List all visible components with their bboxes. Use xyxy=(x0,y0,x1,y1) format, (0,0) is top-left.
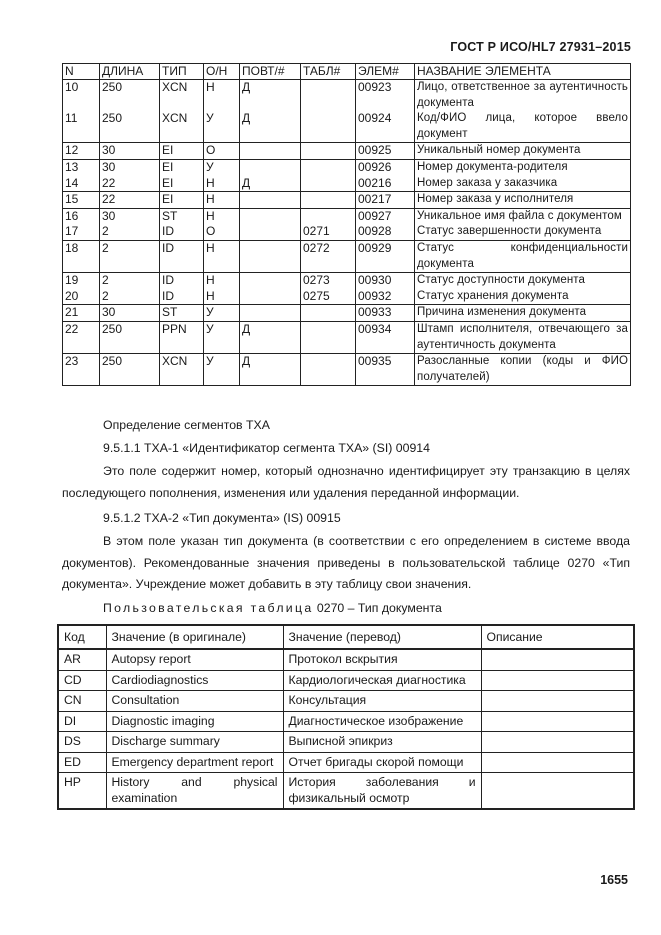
column-header: Значение (перевод) xyxy=(283,625,481,649)
table-cell: 17 xyxy=(63,224,100,240)
column-header: Код xyxy=(58,625,106,649)
table-cell: У xyxy=(204,305,240,322)
code-cell: DI xyxy=(58,711,106,732)
table-cell: Н xyxy=(204,208,240,224)
table-cell: Д xyxy=(240,111,301,143)
table-cell: 13 xyxy=(63,159,100,175)
trans-cell: Протокол вскрытия xyxy=(283,649,481,670)
table-cell: 23 xyxy=(63,354,100,386)
table-cell xyxy=(240,273,301,289)
table-row xyxy=(63,273,631,289)
table-cell: 00928 xyxy=(356,224,415,240)
table-cell: 00923 xyxy=(356,80,415,112)
table-cell: 250 xyxy=(100,321,160,353)
table-cell: Н xyxy=(204,80,240,112)
table-cell xyxy=(301,143,356,160)
document-type-table xyxy=(57,624,635,810)
table-cell: XCN xyxy=(160,354,204,386)
table-row xyxy=(63,208,631,224)
desc-cell xyxy=(481,732,634,753)
table-cell: Д xyxy=(240,321,301,353)
table-row xyxy=(58,691,634,712)
column-header: ТИП xyxy=(160,64,204,80)
table-row xyxy=(63,143,631,160)
table-cell xyxy=(301,159,356,175)
orig-cell: History and physical examination xyxy=(106,773,283,810)
table-cell: 21 xyxy=(63,305,100,322)
table-row xyxy=(58,773,634,810)
table-cell: 30 xyxy=(100,305,160,322)
table-cell: XCN xyxy=(160,111,204,143)
trans-cell: Консультация xyxy=(283,691,481,712)
element-name-cell: Статус завершенности документа xyxy=(415,224,631,240)
column-header: ЭЛЕМ# xyxy=(356,64,415,80)
element-name-cell: Код/ФИО лица, которое ввело документ xyxy=(415,111,631,143)
table-cell xyxy=(301,208,356,224)
orig-cell: Autopsy report xyxy=(106,649,283,670)
table-row xyxy=(58,752,634,773)
segment-definition-heading: Определение сегментов ТХА xyxy=(103,418,270,432)
table-cell: 18 xyxy=(63,240,100,272)
orig-cell: Emergency department report xyxy=(106,752,283,773)
orig-cell: Cardiodiagnostics xyxy=(106,670,283,691)
document-header: ГОСТ Р ИСО/HL7 27931–2015 xyxy=(450,40,631,54)
table-header-row xyxy=(63,64,631,80)
table-cell: EI xyxy=(160,192,204,209)
element-name-cell: Лицо, ответственное за аутентичность документа xyxy=(415,80,631,112)
table-row xyxy=(63,240,631,272)
desc-cell xyxy=(481,773,634,810)
element-name-cell: Статус доступности документа xyxy=(415,273,631,289)
table-cell: 250 xyxy=(100,111,160,143)
table-cell: 19 xyxy=(63,273,100,289)
table-cell: 0271 xyxy=(301,224,356,240)
table-cell: О xyxy=(204,224,240,240)
table-cell: У xyxy=(204,321,240,353)
table-cell: 22 xyxy=(100,192,160,209)
table-cell xyxy=(301,321,356,353)
table-cell: Н xyxy=(204,240,240,272)
code-cell: CN xyxy=(58,691,106,712)
table-cell: 00926 xyxy=(356,159,415,175)
trans-cell: История заболевания и физикальный осмотр xyxy=(283,773,481,810)
table-cell: 0275 xyxy=(301,289,356,305)
column-header: Описание xyxy=(481,625,634,649)
table-cell: PPN xyxy=(160,321,204,353)
column-header: ПОВТ/# xyxy=(240,64,301,80)
trans-cell: Диагностическое изображение xyxy=(283,711,481,732)
column-header: Значение (в оригинале) xyxy=(106,625,283,649)
table-row xyxy=(63,80,631,112)
table-cell: 22 xyxy=(100,176,160,192)
table-cell: 0272 xyxy=(301,240,356,272)
table-caption-title: 0270 – Тип документа xyxy=(316,601,442,615)
txa1-description: Это поле содержит номер, который однозначно идентифицирует эту транзакцию в целях последующего пополнения, изменения или удаления переданной информации. xyxy=(62,464,630,500)
table-cell xyxy=(301,192,356,209)
table-row xyxy=(63,159,631,175)
table-cell: Д xyxy=(240,80,301,112)
table-row xyxy=(63,176,631,192)
code-cell: CD xyxy=(58,670,106,691)
table-cell: О xyxy=(204,143,240,160)
table-row xyxy=(63,354,631,386)
table-cell: Н xyxy=(204,176,240,192)
element-name-cell: Уникальное имя файла с документом xyxy=(415,208,631,224)
table-cell: 15 xyxy=(63,192,100,209)
element-name-cell: Статус хранения документа xyxy=(415,289,631,305)
table-cell: У xyxy=(204,159,240,175)
table-cell: 30 xyxy=(100,208,160,224)
table-cell: EI xyxy=(160,176,204,192)
table-cell: Д xyxy=(240,354,301,386)
trans-cell: Отчет бригады скорой помощи xyxy=(283,752,481,773)
code-cell: AR xyxy=(58,649,106,670)
table-cell xyxy=(240,159,301,175)
orig-cell: Discharge summary xyxy=(106,732,283,753)
table-cell: ST xyxy=(160,208,204,224)
table-cell: У xyxy=(204,354,240,386)
trans-cell: Выписной эпикриз xyxy=(283,732,481,753)
table-cell: 2 xyxy=(100,273,160,289)
table-cell: 00929 xyxy=(356,240,415,272)
table-cell: 250 xyxy=(100,354,160,386)
table-cell xyxy=(301,354,356,386)
table-cell: 30 xyxy=(100,143,160,160)
table-cell: 30 xyxy=(100,159,160,175)
table-cell: 0273 xyxy=(301,273,356,289)
txa2-heading: 9.5.1.2 ТХА-2 «Тип документа» (IS) 00915 xyxy=(103,511,341,525)
element-name-cell: Статус конфиденциальности документа xyxy=(415,240,631,272)
table-cell: Н xyxy=(204,192,240,209)
table-cell: 10 xyxy=(63,80,100,112)
desc-cell xyxy=(481,691,634,712)
table-cell: 22 xyxy=(63,321,100,353)
table-cell: 12 xyxy=(63,143,100,160)
table-cell: EI xyxy=(160,159,204,175)
table-cell xyxy=(240,289,301,305)
element-name-cell: Причина изменения документа xyxy=(415,305,631,322)
table-cell: 250 xyxy=(100,80,160,112)
table-cell xyxy=(240,240,301,272)
table-cell xyxy=(240,192,301,209)
table-cell: 00927 xyxy=(356,208,415,224)
table-cell: 00930 xyxy=(356,273,415,289)
table-cell: ID xyxy=(160,273,204,289)
element-name-cell: Штамп исполнителя, отвечающего за аутентичность документа xyxy=(415,321,631,353)
table-row xyxy=(58,711,634,732)
table-caption xyxy=(103,598,623,620)
table-cell: 16 xyxy=(63,208,100,224)
table-cell: 20 xyxy=(63,289,100,305)
table-cell: 00934 xyxy=(356,321,415,353)
desc-cell xyxy=(481,711,634,732)
table-cell xyxy=(240,224,301,240)
txa1-heading: 9.5.1.1 ТХА-1 «Идентификатор сегмента ТХА» (SI) 00914 xyxy=(103,441,430,455)
table-cell: ID xyxy=(160,289,204,305)
table-row xyxy=(63,305,631,322)
table-cell: ID xyxy=(160,240,204,272)
table-cell: XCN xyxy=(160,80,204,112)
desc-cell xyxy=(481,670,634,691)
code-cell: ED xyxy=(58,752,106,773)
code-cell: HP xyxy=(58,773,106,810)
element-name-cell: Номер документа-родителя xyxy=(415,159,631,175)
table-cell: 00217 xyxy=(356,192,415,209)
table-cell: 00933 xyxy=(356,305,415,322)
orig-cell: Consultation xyxy=(106,691,283,712)
desc-cell xyxy=(481,649,634,670)
table-row xyxy=(63,192,631,209)
table-cell xyxy=(301,111,356,143)
code-cell: DS xyxy=(58,732,106,753)
table-cell: Н xyxy=(204,289,240,305)
table-row xyxy=(63,111,631,143)
table-cell: У xyxy=(204,111,240,143)
element-name-cell: Номер заказа у исполнителя xyxy=(415,192,631,209)
table-row xyxy=(58,732,634,753)
element-name-cell: Разосланные копии (коды и ФИО получателей) xyxy=(415,354,631,386)
table-cell xyxy=(240,305,301,322)
element-name-cell: Номер заказа у заказчика xyxy=(415,176,631,192)
table-row xyxy=(63,224,631,240)
segment-fields-table xyxy=(62,63,631,386)
page-number: 1655 xyxy=(600,873,628,887)
column-header: ДЛИНА xyxy=(100,64,160,80)
table-row xyxy=(63,321,631,353)
column-header: N xyxy=(63,64,100,80)
trans-cell: Кардиологическая диагностика xyxy=(283,670,481,691)
table-cell: ID xyxy=(160,224,204,240)
table-cell: EI xyxy=(160,143,204,160)
table-cell: 11 xyxy=(63,111,100,143)
table-cell: 00932 xyxy=(356,289,415,305)
table-row xyxy=(58,670,634,691)
table-cell: 2 xyxy=(100,224,160,240)
table-cell: 2 xyxy=(100,240,160,272)
table-cell: Д xyxy=(240,176,301,192)
orig-cell: Diagnostic imaging xyxy=(106,711,283,732)
txa2-description: В этом поле указан тип документа (в соответствии с его определением в системе ввода документов). Рекомендованные значения приведены в пользовательской таблице 0270 «Тип документа». Учреждение может добавить в эту таблицу свои значения. xyxy=(62,534,630,591)
column-header: ТАБЛ# xyxy=(301,64,356,80)
column-header: НАЗВАНИЕ ЭЛЕМЕНТА xyxy=(415,64,631,80)
table-cell: 00924 xyxy=(356,111,415,143)
table-cell xyxy=(240,208,301,224)
table-header-row xyxy=(58,625,634,649)
table-cell: 2 xyxy=(100,289,160,305)
column-header: О/Н xyxy=(204,64,240,80)
table-cell xyxy=(301,176,356,192)
table-cell: 00935 xyxy=(356,354,415,386)
table-caption-label: Пользовательская таблица xyxy=(103,601,314,615)
table-cell xyxy=(240,143,301,160)
element-name-cell: Уникальный номер документа xyxy=(415,143,631,160)
table-cell xyxy=(301,305,356,322)
table-cell: Н xyxy=(204,273,240,289)
desc-cell xyxy=(481,752,634,773)
table-cell: 00216 xyxy=(356,176,415,192)
table-row xyxy=(58,649,634,670)
table-row xyxy=(63,289,631,305)
table-cell xyxy=(301,80,356,112)
table-cell: 00925 xyxy=(356,143,415,160)
table-cell: 14 xyxy=(63,176,100,192)
table-cell: ST xyxy=(160,305,204,322)
